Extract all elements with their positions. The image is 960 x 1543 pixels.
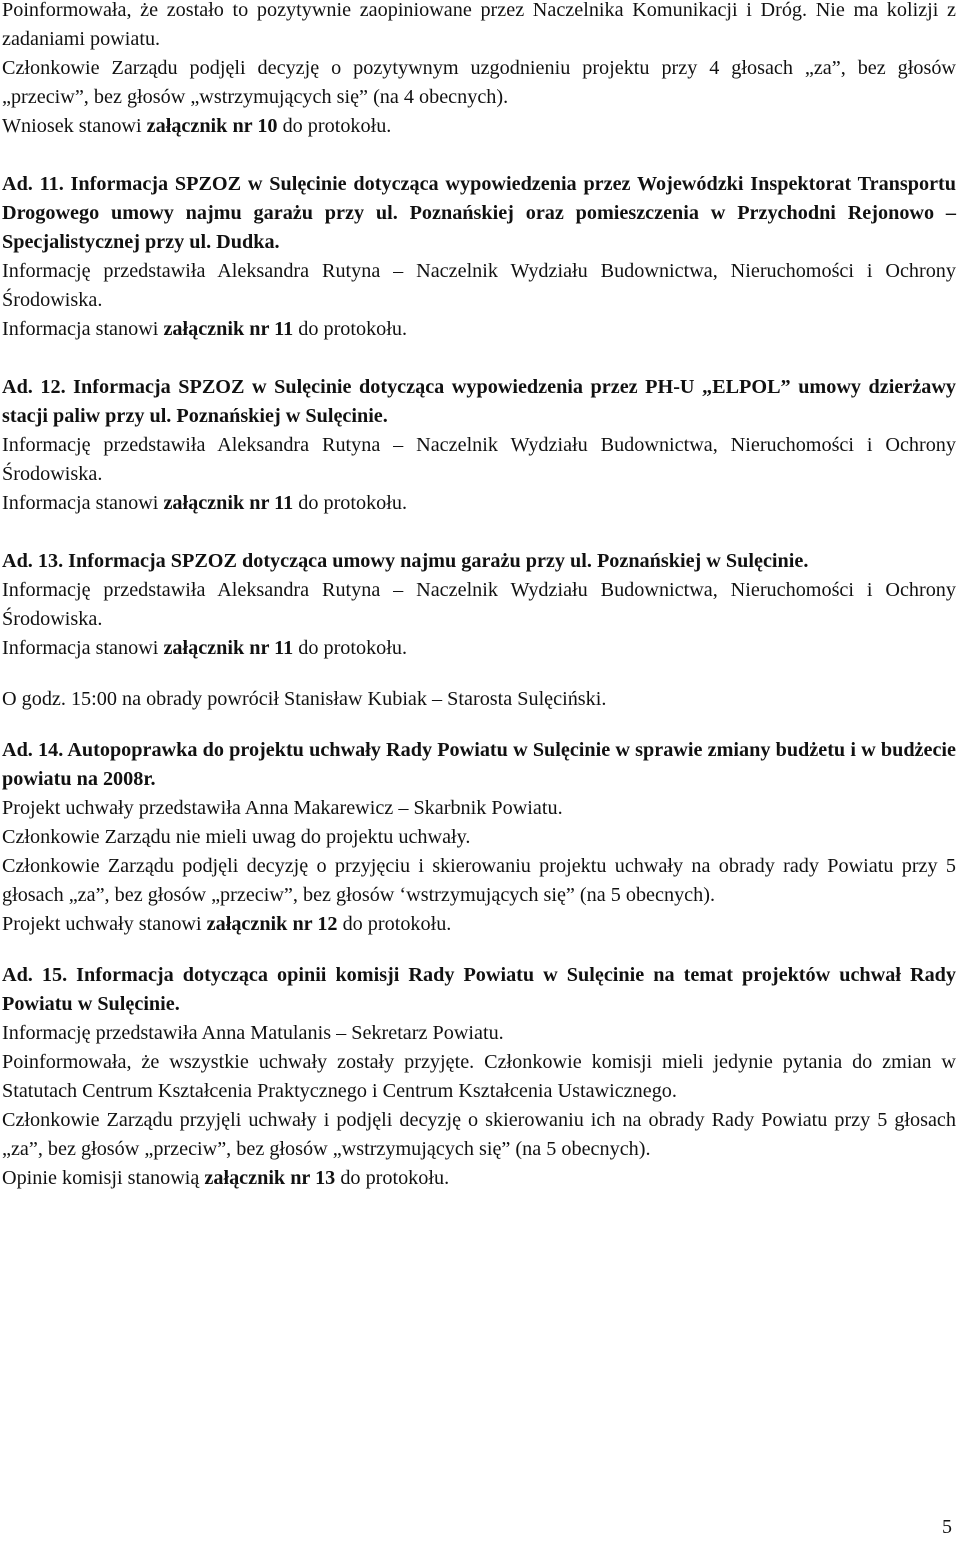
ad15-info: Poinformowała, że wszystkie uchwały zostały przyjęte. Członkowie komisji mieli jedynie pytania do zmian w Statutach Centrum Kształcenia Praktycznego i Centrum Kształcenia Ustawicznego. — [2, 1051, 956, 1102]
intro-decision: Członkowie Zarządu podjęli decyzję o pozytywnym uzgodnieniu projektu przy 4 głosach „za”, bez głosów „przeciw”, bez głosów „wstrzymujących się” (na 4 obecnych). — [2, 57, 956, 108]
ad14-attachment: Projekt uchwały stanowi załącznik nr 12 do protokołu. — [2, 913, 452, 935]
attachment-ref: załącznik nr 11 — [163, 318, 294, 340]
attachment-ref: załącznik nr 10 — [146, 115, 278, 137]
ad14-no-remarks: Członkowie Zarządu nie mieli uwag do projektu uchwały. — [2, 826, 471, 848]
ad12-heading: Ad. 12. Informacja SPZOZ w Sulęcinie dotycząca wypowiedzenia przez PH-U „ELPOL” umowy dzierżawy stacji paliw przy ul. Poznańskiej w Sulęcinie. — [2, 376, 956, 427]
ad11-presenter: Informację przedstawiła Aleksandra Rutyna – Naczelnik Wydziału Budownictwa, Nieruchomości i Ochrony Środowiska. — [2, 260, 956, 311]
ad14-decision: Członkowie Zarządu podjęli decyzję o przyjęciu i skierowaniu projektu uchwały na obrady rady Powiatu przy 5 głosach „za”, bez głosów „przeciw”, bez głosów ‘wstrzymujących się” (na 5 obecnych). — [2, 855, 956, 906]
ad13-heading: Ad. 13. Informacja SPZOZ dotycząca umowy najmu garażu przy ul. Poznańskiej w Sulęcinie. — [2, 550, 809, 572]
attachment-ref: załącznik nr 12 — [206, 913, 338, 935]
document-page — [2, 0, 956, 1193]
ad13-attachment: Informacja stanowi załącznik nr 11 do protokołu. — [2, 637, 408, 659]
ad14-heading: Ad. 14. Autopoprawka do projektu uchwały Rady Powiatu w Sulęcinie w sprawie zmiany budżetu i w budżecie powiatu na 2008r. — [2, 739, 956, 790]
intro-paragraph: Poinformowała, że zostało to pozytywnie zaopiniowane przez Naczelnika Komunikacji i Dróg. Nie ma kolizji z zadaniami powiatu. — [2, 0, 956, 50]
ad15-heading: Ad. 15. Informacja dotycząca opinii komisji Rady Powiatu w Sulęcinie na temat projektów uchwał Rady Powiatu w Sulęcinie. — [2, 964, 956, 1015]
attachment-ref: załącznik nr 11 — [163, 637, 294, 659]
ad13-presenter: Informację przedstawiła Aleksandra Rutyna – Naczelnik Wydziału Budownictwa, Nieruchomości i Ochrony Środowiska. — [2, 579, 956, 630]
attachment-ref: załącznik nr 11 — [163, 492, 294, 514]
ad15-presenter: Informację przedstawiła Anna Matulanis – Sekretarz Powiatu. — [2, 1022, 504, 1044]
starosta-return-note: O godz. 15:00 na obrady powrócił Stanisław Kubiak – Starosta Sulęciński. — [2, 688, 607, 710]
page-number: 5 — [942, 1516, 952, 1538]
ad11-heading: Ad. 11. Informacja SPZOZ w Sulęcinie dotycząca wypowiedzenia przez Wojewódzki Inspektorat Transportu Drogowego umowy najmu garażu przy ul. Poznańskiej oraz pomieszczenia w Przychodni Rejonowo – Specjalistycznej przy ul. Dudka. — [2, 173, 956, 253]
ad11-attachment: Informacja stanowi załącznik nr 11 do protokołu. — [2, 318, 408, 340]
ad12-attachment: Informacja stanowi załącznik nr 11 do protokołu. — [2, 492, 408, 514]
ad14-presenter: Projekt uchwały przedstawiła Anna Makarewicz – Skarbnik Powiatu. — [2, 797, 563, 819]
ad15-attachment: Opinie komisji stanowią załącznik nr 13 do protokołu. — [2, 1167, 450, 1189]
ad12-presenter: Informację przedstawiła Aleksandra Rutyna – Naczelnik Wydziału Budownictwa, Nieruchomości i Ochrony Środowiska. — [2, 434, 956, 485]
intro-attachment: Wniosek stanowi załącznik nr 10 do protokołu. — [2, 115, 392, 137]
ad15-decision: Członkowie Zarządu przyjęli uchwały i podjęli decyzję o skierowaniu ich na obrady Rady Powiatu przy 5 głosach „za”, bez głosów „przeciw”, bez głosów „wstrzymujących się” (na 5 obecnych). — [2, 1109, 956, 1160]
attachment-ref: załącznik nr 13 — [204, 1167, 336, 1189]
